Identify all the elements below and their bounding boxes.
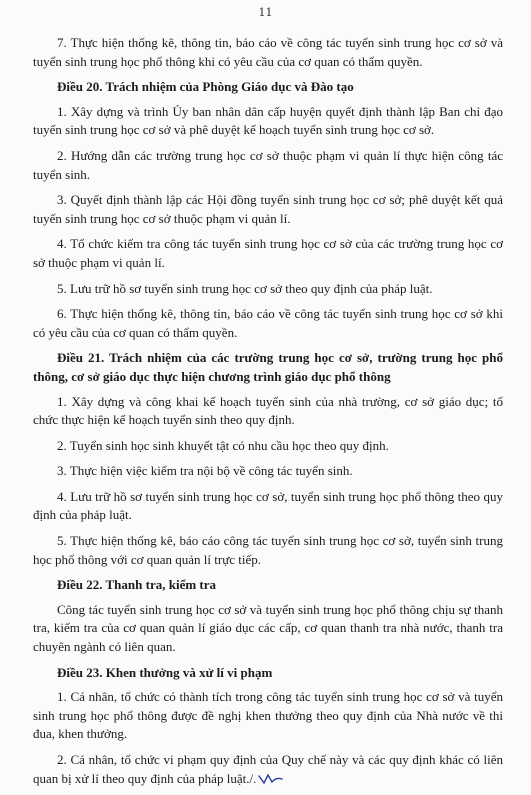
paragraph (33, 305, 503, 342)
article-heading (33, 576, 503, 595)
paragraph-text: 2. Tuyển sinh học sinh khuyết tật có nhu cầu học theo quy định. (57, 437, 389, 453)
paragraph (33, 34, 503, 71)
paragraph-text: 4. Tổ chức kiểm tra công tác tuyển sinh trung học cơ sở của các trường trung học cơ sở thuộc phạm vi quản lí. (33, 236, 503, 270)
paragraph (33, 532, 503, 569)
article-heading (33, 78, 503, 97)
paragraph-text: 7. Thực hiện thống kê, thông tin, báo cáo về công tác tuyển sinh trung học cơ sở và tuyển sinh trung học phổ thông khi có yêu cầu của cơ quan có thẩm quyền. (33, 35, 503, 69)
article-heading (33, 664, 503, 683)
paragraph-text: 4. Lưu trữ hồ sơ tuyển sinh trung học cơ sở, tuyển sinh trung học phổ thông theo quy định của pháp luật. (33, 488, 503, 523)
article-heading-text: Điều 20. Trách nhiệm của Phòng Giáo dục và Đào tạo (57, 79, 354, 95)
paragraph-text: 6. Thực hiện thống kê, thông tin, báo cáo về công tác tuyển sinh trung học cơ sở khi có yêu cầu của cơ quan có thẩm quyền. (33, 306, 503, 340)
paragraph (33, 235, 503, 272)
paragraph (33, 488, 503, 525)
paragraph (33, 437, 503, 456)
paragraph (33, 393, 503, 430)
paragraph-text: 2. Cá nhân, tổ chức vi phạm quy định của Quy chế này và các quy định khác có liên quan bị xử lí theo quy định của pháp luật./. (33, 752, 503, 786)
paragraph (33, 280, 503, 299)
paragraph-text: 5. Thực hiện thống kê, báo cáo công tác tuyển sinh trung học cơ sở, tuyển sinh trung học phổ thông với cơ quan quản lí trực tiếp. (33, 533, 503, 567)
paragraph-text: 1. Xây dựng và công khai kế hoạch tuyển sinh của nhà trường, cơ sở giáo dục; tổ chức thực hiện kế hoạch tuyển sinh theo quy định. (33, 393, 503, 428)
paragraph (33, 751, 503, 788)
paragraph (33, 601, 503, 657)
initial-signature-icon (258, 773, 284, 785)
paragraph-text: 3. Thực hiện việc kiểm tra nội bộ về công tác tuyển sinh. (57, 463, 353, 479)
paragraph (33, 147, 503, 184)
paragraph-text: 5. Lưu trữ hồ sơ tuyển sinh trung học cơ sở theo quy định của pháp luật. (57, 280, 433, 296)
paragraph (33, 462, 503, 481)
paragraph (33, 688, 503, 744)
article-heading-text: Điều 23. Khen thưởng và xử lí vi phạm (57, 664, 273, 680)
paragraph-text: 2. Hướng dẫn các trường trung học cơ sở thuộc phạm vi quản lí thực hiện công tác tuyển sinh. (33, 147, 503, 182)
paragraph-text: 1. Xây dựng và trình Ủy ban nhân dân cấp huyện quyết định thành lập Ban chỉ đạo tuyển sinh trung học cơ sở và phê duyệt kế hoạch tuyển sinh trung học cơ sở. (33, 103, 503, 138)
paragraph (33, 191, 503, 228)
page-number: 11 (258, 6, 273, 19)
paragraph-text: Công tác tuyển sinh trung học cơ sở và tuyển sinh trung học phổ thông chịu sự thanh tra, kiểm tra của cơ quan quản lí giáo dục các cấp, cơ quan thanh tra nhà nước, thanh tra chuyên ngành có liên quan. (33, 601, 503, 655)
article-heading-text: Điều 22. Thanh tra, kiểm tra (57, 577, 217, 593)
paragraph (33, 103, 503, 140)
article-heading-text: Điều 21. Trách nhiệm của các trường trung học cơ sở, trường trung học phổ thông, cơ sở giáo dục thực hiện chương trình giáo dục phổ thông (33, 350, 503, 384)
paragraph-text: 3. Quyết định thành lập các Hội đồng tuyển sinh trung học cơ sở; phê duyệt kết quả tuyển sinh trung học cơ sở thuộc phạm vi quản lí. (33, 192, 503, 226)
article-heading (33, 349, 503, 386)
paragraph-text: 1. Cá nhân, tổ chức có thành tích trong công tác tuyển sinh trung học cơ sở và tuyển sinh trung học phổ thông được đề nghị khen thưởng theo quy định của Nhà nước về thi đua, khen thưởng. (33, 689, 503, 742)
document-body (33, 34, 503, 795)
